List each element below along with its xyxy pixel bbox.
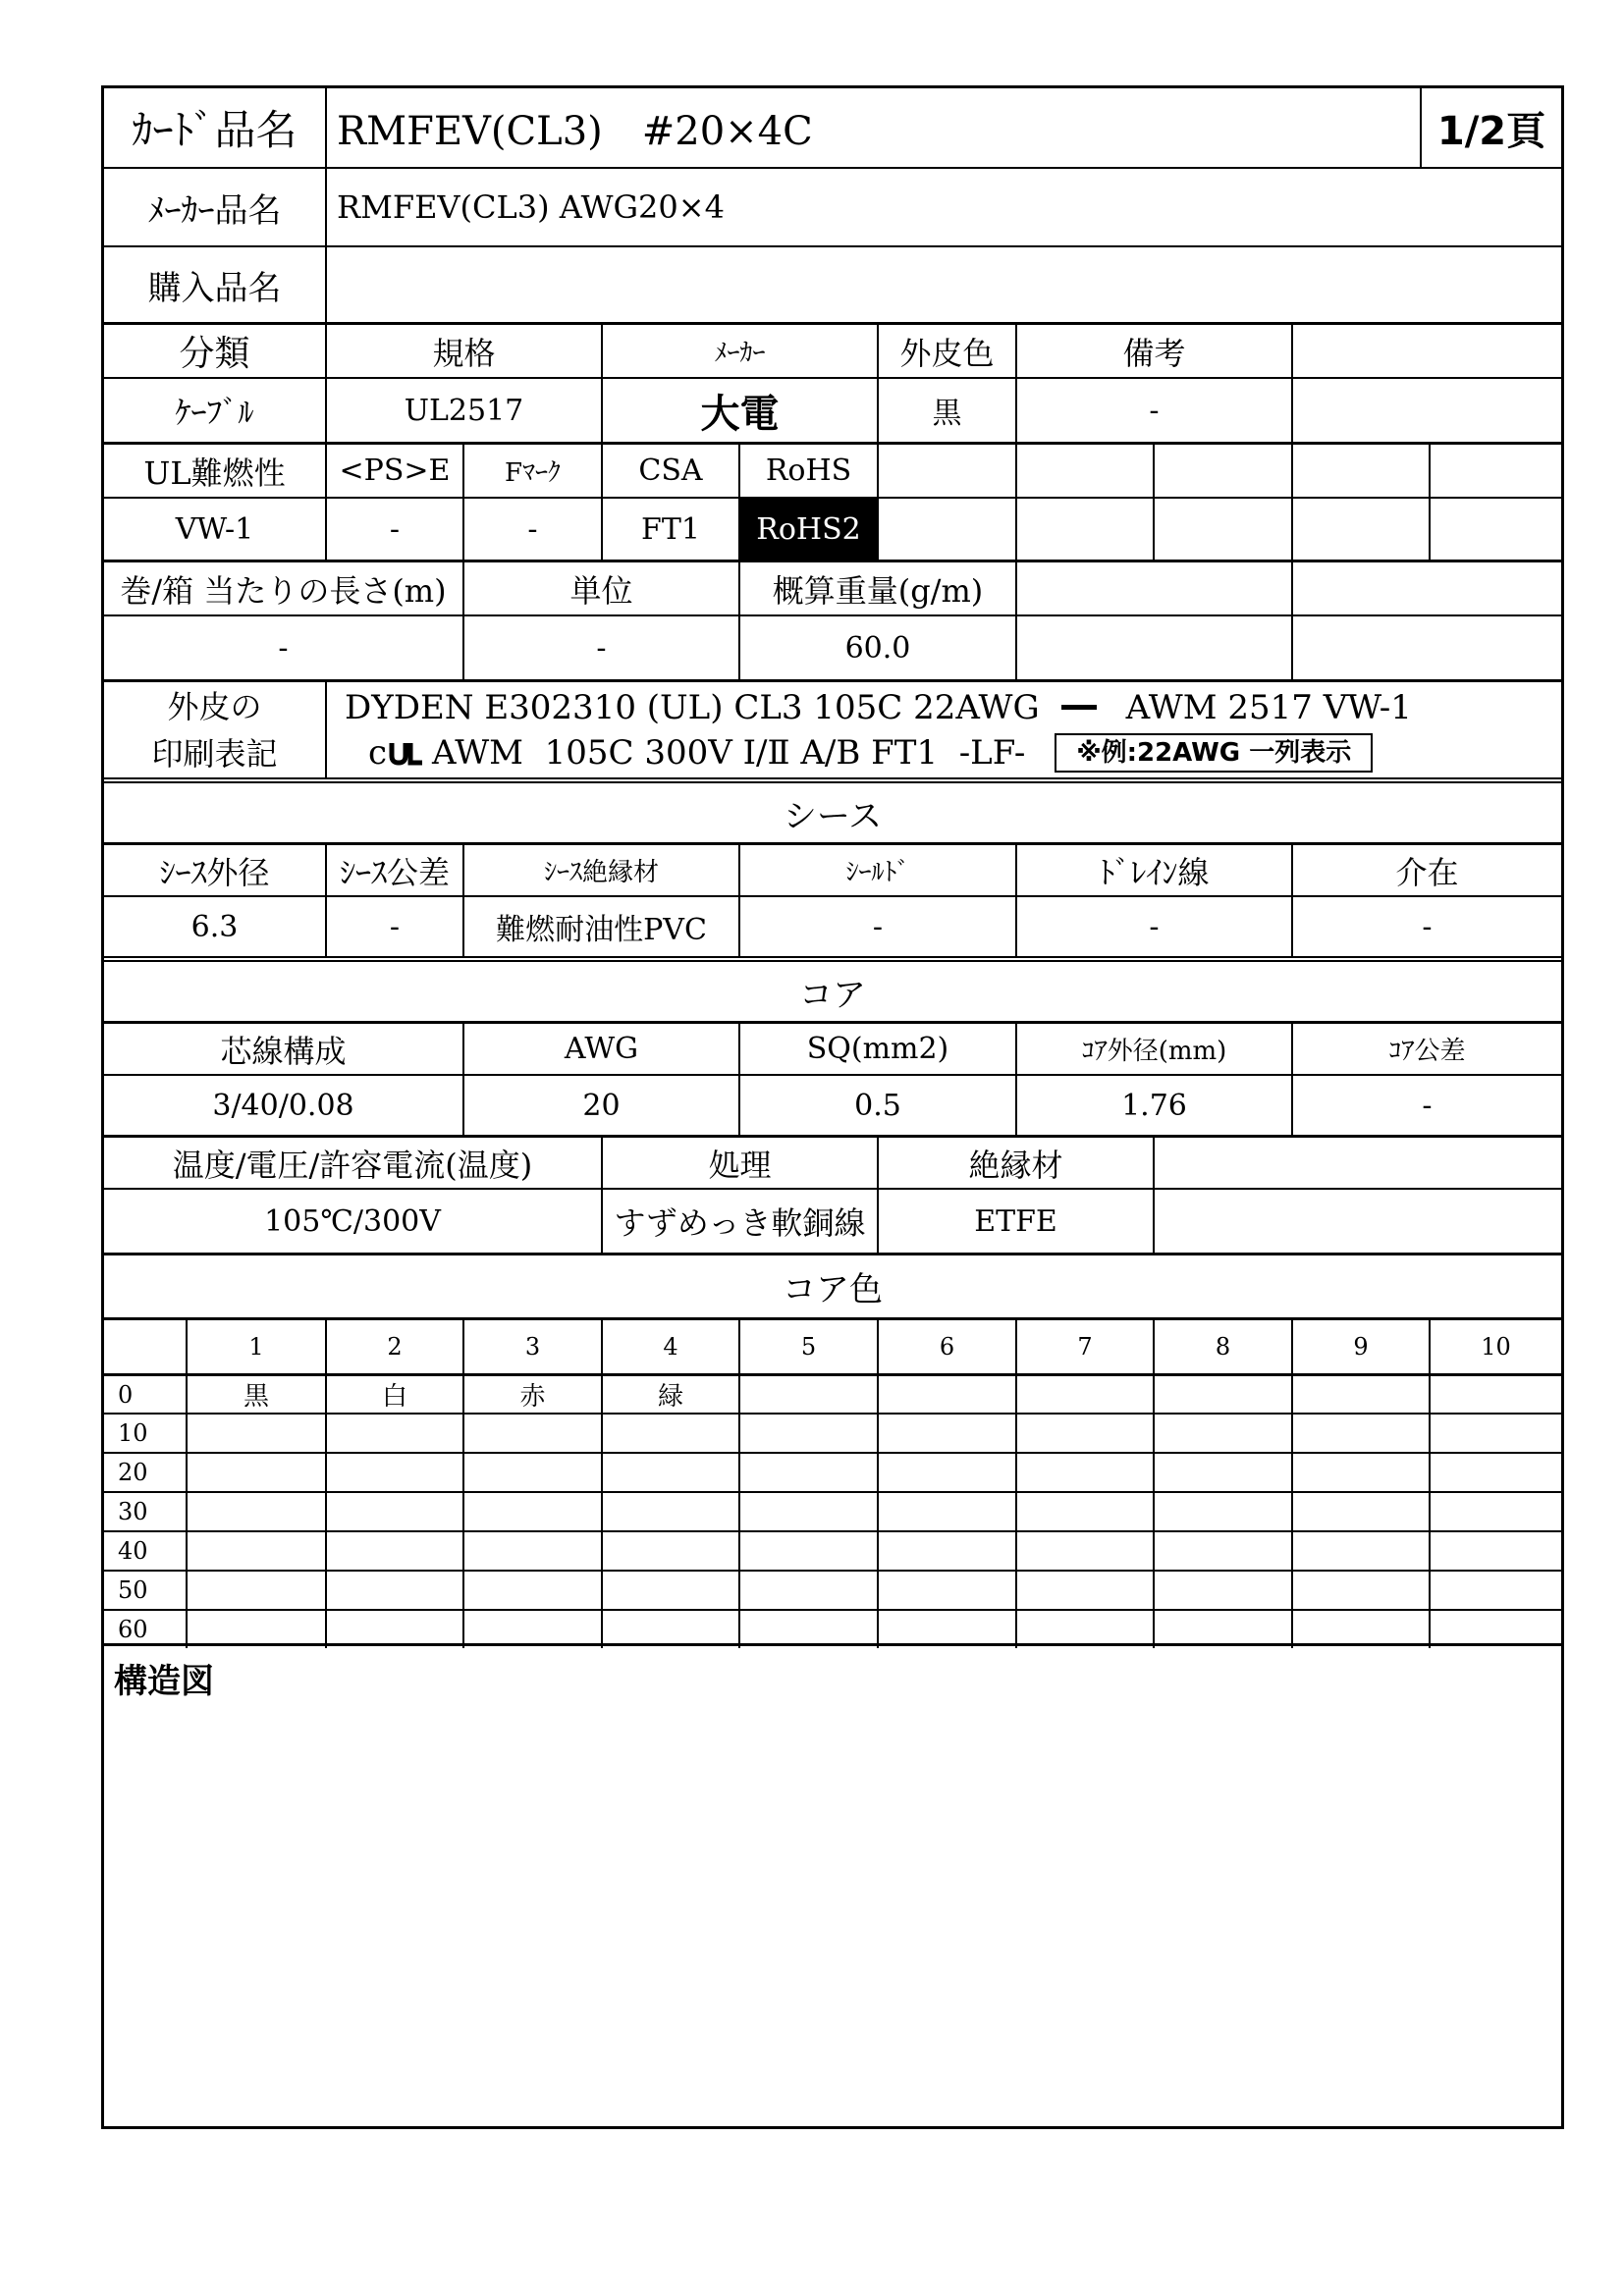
awg-value: 20: [462, 1076, 738, 1135]
core-color-column-header: 9: [1291, 1320, 1429, 1373]
print-example-note: ※例:22AWG 一列表示: [1055, 733, 1373, 773]
core-color-corner: [104, 1320, 186, 1373]
core-color-cell: [1153, 1376, 1291, 1413]
core-color-cell: [186, 1532, 325, 1570]
sheath-od-header: ｼｰｽ外径: [159, 853, 270, 891]
core-color-cell: [186, 1454, 325, 1491]
classification-header-row: [104, 322, 1561, 377]
core-color-cell: 黒: [186, 1376, 325, 1413]
weight-header: 概算重量(g/m): [738, 562, 1015, 614]
core-color-column-header: 5: [738, 1320, 877, 1373]
core-color-cell: [186, 1493, 325, 1530]
core-color-cell: [325, 1454, 462, 1491]
core-color-cell: [462, 1415, 601, 1452]
core-color-cell: [1153, 1415, 1291, 1452]
maker-name-label: ﾒｰｶｰ品名: [147, 190, 282, 231]
core-color-header-row: [104, 1320, 1561, 1373]
pse-header: <PS>E: [325, 445, 462, 497]
core-color-cell: [1015, 1415, 1153, 1452]
card-name-row: [104, 88, 1561, 167]
core-header-row-2: [104, 1135, 1561, 1188]
core-header-row: [104, 1021, 1561, 1074]
core-color-row: [104, 1609, 1561, 1648]
core-color-cell: [1015, 1454, 1153, 1491]
core-color-cell: [325, 1493, 462, 1530]
remarks-header: 備考: [1015, 325, 1291, 377]
print-label-line2: 印刷表記: [151, 734, 278, 773]
purchase-name-label: 購入品名: [147, 268, 282, 308]
card-name-label: ｶｰﾄﾞ品名: [132, 106, 298, 154]
sheath-insulation-header: ｼｰｽ絶縁材: [462, 845, 738, 895]
print-line1-text-b: AWM 2517 VW-1: [1125, 687, 1412, 727]
core-color-cell: [877, 1532, 1015, 1570]
drain-wire-value: -: [1015, 897, 1291, 956]
core-title-row: [104, 956, 1561, 1021]
outer-color-value: 黒: [877, 379, 1015, 442]
maker-name-value: RMFEV(CL3) AWG20×4: [325, 169, 1561, 245]
shield-header: ｼｰﾙﾄﾞ: [738, 845, 1015, 895]
core-blank-value: [1153, 1190, 1561, 1253]
core-od-value: 1.76: [1015, 1076, 1291, 1135]
f-mark-value: -: [462, 499, 601, 560]
core-color-column-header: 10: [1429, 1320, 1561, 1373]
core-color-column-header: 4: [601, 1320, 738, 1373]
core-color-cell: [601, 1415, 738, 1452]
classification-value: ｹｰﾌﾞﾙ: [175, 394, 254, 431]
unit-header: 単位: [462, 562, 738, 614]
maker-header: ﾒｰｶｰ: [601, 325, 877, 377]
core-color-cell: 緑: [601, 1376, 738, 1413]
core-color-grid: [104, 1317, 1561, 1643]
core-color-row-label: 10: [118, 1419, 148, 1447]
core-color-cell: [1153, 1493, 1291, 1530]
sheath-title-row: [104, 777, 1561, 842]
core-od-header: ｺｱ外径(mm): [1015, 1024, 1291, 1074]
print-marking-row: [104, 679, 1561, 777]
core-color-row: [104, 1530, 1561, 1570]
packaging-header-row: [104, 560, 1561, 614]
pse-value: -: [325, 499, 462, 560]
print-line-2: [345, 730, 1373, 775]
packaging-blank-2: [1291, 562, 1561, 614]
blank-header: [1291, 325, 1561, 377]
separator-dash: [1061, 705, 1097, 710]
ul-flame-value: VW-1: [175, 511, 254, 547]
sheath-od-value: 6.3: [190, 909, 239, 944]
core-color-cell: [1015, 1572, 1153, 1609]
core-color-cell: [1153, 1572, 1291, 1609]
insulation-value: ETFE: [877, 1190, 1153, 1253]
core-color-cell: [1429, 1532, 1561, 1570]
core-color-cell: [1429, 1454, 1561, 1491]
core-color-cell: [738, 1376, 877, 1413]
core-color-cell: [738, 1493, 877, 1530]
print-label-line1: 外皮の: [167, 687, 262, 725]
standard-value: UL2517: [325, 379, 601, 442]
core-color-cell: [738, 1415, 877, 1452]
core-color-row-label: 20: [118, 1459, 148, 1486]
core-color-cell: [1015, 1493, 1153, 1530]
length-per-reel-header: 巻/箱 当たりの長さ(m): [120, 571, 447, 610]
core-color-cell: [601, 1493, 738, 1530]
csa-header: CSA: [601, 445, 738, 497]
print-line-1: [345, 685, 1412, 730]
standards-value-row: [104, 497, 1561, 560]
core-title: コア: [799, 975, 866, 1015]
purchase-name-row: [104, 245, 1561, 322]
rohs-value: RoHS2: [738, 499, 877, 560]
rohs-header: RoHS: [738, 445, 877, 497]
print-marking-label: [104, 682, 325, 777]
sheath-header-row: [104, 842, 1561, 895]
sheath-title: シース: [783, 796, 883, 836]
core-color-column-header: 8: [1153, 1320, 1291, 1373]
sq-value: 0.5: [738, 1076, 1015, 1135]
core-color-cell: [325, 1572, 462, 1609]
core-color-cell: [877, 1454, 1015, 1491]
core-color-cell: [1015, 1376, 1153, 1413]
csa-value: FT1: [601, 499, 738, 560]
insulation-header: 絶縁材: [877, 1138, 1153, 1188]
card-name-value: RMFEV(CL3) #20×4C: [325, 88, 1420, 167]
core-color-cell: [1291, 1493, 1429, 1530]
core-color-cell: [1291, 1454, 1429, 1491]
core-color-cell: [186, 1572, 325, 1609]
drain-wire-header: ﾄﾞﾚｲﾝ線: [1015, 845, 1291, 895]
packaging-blank-value-2: [1291, 616, 1561, 679]
page-number: 1/2頁: [1420, 88, 1561, 167]
awg-header: AWG: [462, 1024, 738, 1074]
core-color-cell: [325, 1415, 462, 1452]
standards-blank-3: [1153, 445, 1291, 497]
core-color-cell: [325, 1532, 462, 1570]
core-color-cell: [738, 1454, 877, 1491]
core-color-cell: [1429, 1493, 1561, 1530]
core-color-column-header: 7: [1015, 1320, 1153, 1373]
packaging-blank-1: [1015, 562, 1291, 614]
conductor-construction-value: 3/40/0.08: [212, 1088, 354, 1123]
core-color-cell: [738, 1532, 877, 1570]
ul-mark-icon: [389, 740, 424, 766]
core-color-cell: [1153, 1532, 1291, 1570]
sheath-tolerance-value: -: [325, 897, 462, 956]
unit-value: -: [462, 616, 738, 679]
standards-blank-1: [877, 445, 1015, 497]
f-mark-header: Fﾏｰｸ: [462, 445, 601, 497]
sq-header: SQ(mm2): [738, 1024, 1015, 1074]
core-color-row-label: 30: [118, 1498, 148, 1525]
core-color-cell: [877, 1572, 1015, 1609]
core-color-cell: [1153, 1454, 1291, 1491]
core-tolerance-header: ｺｱ公差: [1291, 1024, 1561, 1074]
core-color-row-label: 60: [118, 1616, 148, 1643]
core-color-column-header: 1: [186, 1320, 325, 1373]
standards-blank-value-5: [1429, 499, 1561, 560]
core-value-row-2: [104, 1188, 1561, 1253]
standards-blank-value-1: [877, 499, 1015, 560]
temp-voltage-value: 105℃/300V: [264, 1203, 441, 1239]
packaging-value-row: [104, 614, 1561, 679]
remarks-value: -: [1015, 379, 1291, 442]
core-color-cell: 赤: [462, 1376, 601, 1413]
classification-header: 分類: [179, 334, 250, 374]
core-color-cell: [186, 1415, 325, 1452]
core-color-cell: [1429, 1376, 1561, 1413]
packaging-blank-value-1: [1015, 616, 1291, 679]
structure-title: 構造図: [114, 1662, 214, 1701]
core-color-cell: [1015, 1532, 1153, 1570]
purchase-name-value: [325, 247, 1561, 322]
core-color-row-label: 50: [118, 1576, 148, 1604]
maker-name-row: [104, 167, 1561, 245]
core-color-cell: [877, 1493, 1015, 1530]
length-per-reel-value: -: [278, 630, 289, 666]
standards-blank-value-3: [1153, 499, 1291, 560]
core-color-row-label: 40: [118, 1537, 148, 1565]
conductor-construction-header: 芯線構成: [220, 1032, 347, 1070]
standards-blank-5: [1429, 445, 1561, 497]
structure-section: [104, 1643, 1561, 2126]
standards-blank-4: [1291, 445, 1429, 497]
print-marking-text: [325, 682, 1561, 777]
spec-sheet: [101, 85, 1564, 2129]
print-line2-prefix: c: [368, 732, 388, 773]
core-color-cell: [1291, 1415, 1429, 1452]
outer-color-header: 外皮色: [877, 325, 1015, 377]
core-color-cell: [1291, 1532, 1429, 1570]
core-value-row: [104, 1074, 1561, 1135]
core-color-row: [104, 1491, 1561, 1530]
maker-value: 大電: [601, 379, 877, 442]
core-color-cell: [462, 1454, 601, 1491]
core-color-cell: [462, 1572, 601, 1609]
core-color-cell: [1429, 1572, 1561, 1609]
filler-header: 介在: [1291, 845, 1561, 895]
print-line1-text-a: DYDEN E302310 (UL) CL3 105C 22AWG: [345, 687, 1040, 727]
core-color-cell: [1291, 1572, 1429, 1609]
core-color-cell: [601, 1532, 738, 1570]
core-color-row: [104, 1373, 1561, 1413]
standards-blank-2: [1015, 445, 1153, 497]
ul-flame-header: UL難燃性: [143, 454, 286, 492]
core-color-row: [104, 1452, 1561, 1491]
blank-value: [1291, 379, 1561, 442]
core-color-cell: [601, 1454, 738, 1491]
standards-blank-value-4: [1291, 499, 1429, 560]
standard-header: 規格: [325, 325, 601, 377]
core-color-cell: [877, 1376, 1015, 1413]
core-color-cell: [738, 1572, 877, 1609]
core-color-row-label: 0: [118, 1380, 134, 1409]
core-tolerance-value: -: [1291, 1076, 1561, 1135]
core-color-cell: [1429, 1415, 1561, 1452]
core-color-title-row: [104, 1253, 1561, 1317]
core-color-title: コア色: [783, 1270, 883, 1309]
weight-value: 60.0: [738, 616, 1015, 679]
treatment-header: 処理: [601, 1138, 877, 1188]
print-line2-text: AWM 105C 300V Ⅰ/Ⅱ A/B FT1 -LF-: [432, 732, 1026, 773]
core-color-row: [104, 1413, 1561, 1452]
sheath-insulation-value: 難燃耐油性PVC: [462, 897, 738, 956]
core-color-column-header: 2: [325, 1320, 462, 1373]
treatment-value: すずめっき軟銅線: [601, 1190, 877, 1253]
classification-value-row: [104, 377, 1561, 442]
core-color-cell: [601, 1572, 738, 1609]
temp-voltage-header: 温度/電圧/許容電流(温度): [172, 1146, 533, 1184]
core-color-column-header: 6: [877, 1320, 1015, 1373]
core-color-cell: [877, 1415, 1015, 1452]
core-color-cell: 白: [325, 1376, 462, 1413]
sheath-tolerance-header: ｼｰｽ公差: [325, 845, 462, 895]
core-color-cell: [462, 1532, 601, 1570]
core-color-column-header: 3: [462, 1320, 601, 1373]
standards-blank-value-2: [1015, 499, 1153, 560]
standards-header-row: [104, 442, 1561, 497]
core-blank-header: [1153, 1138, 1561, 1188]
filler-value: -: [1291, 897, 1561, 956]
core-color-row: [104, 1570, 1561, 1609]
core-color-cell: [462, 1493, 601, 1530]
core-color-cell: [1291, 1376, 1429, 1413]
sheath-value-row: [104, 895, 1561, 956]
shield-value: -: [738, 897, 1015, 956]
